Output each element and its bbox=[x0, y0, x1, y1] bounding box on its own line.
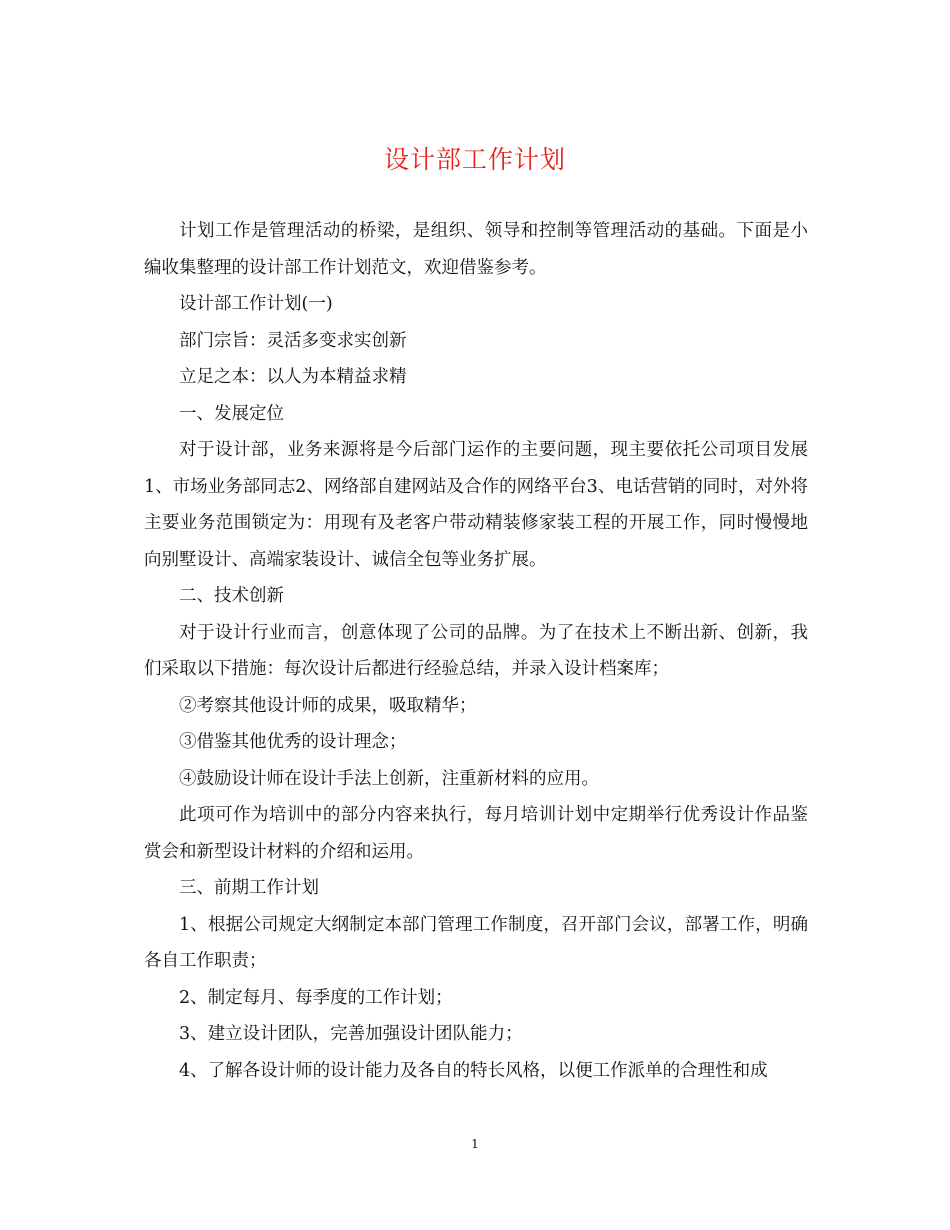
section-heading-early-plan: 三、前期工作计划 bbox=[179, 878, 319, 898]
department-foundation: 立足之本：以人为本精益求精 bbox=[179, 367, 407, 387]
department-purpose: 部门宗旨：灵活多变求实创新 bbox=[179, 330, 407, 351]
early-plan-item-4: 4、了解各设计师的设计能力及各自的特长风格，以便工作派单的合理性和成 bbox=[179, 1060, 768, 1081]
early-plan-item-3: 3、建立设计团队，完善加强设计团队能力； bbox=[179, 1024, 523, 1044]
document-body bbox=[144, 213, 808, 1089]
section-heading-positioning: 一、发展定位 bbox=[179, 403, 284, 424]
document-title: 设计部工作计划 bbox=[383, 145, 566, 174]
innovation-item-3: ③借鉴其他优秀的设计理念； bbox=[179, 732, 407, 752]
early-plan-item-1: 1、根据公司规定大纲制定本部门管理工作制度，召开部门会议，部署工作，明确各自工作职责； bbox=[144, 914, 808, 971]
plan-subtitle: 设计部工作计划(一) bbox=[179, 294, 333, 314]
innovation-item-2: ②考察其他设计师的成果，吸取精华； bbox=[179, 695, 477, 716]
innovation-paragraph: 对于设计行业而言，创意体现了公司的品牌。为了在技术上不断出新、创新，我们采取以下措施：每次设计后都进行经验总结，并录入设计档案库； bbox=[144, 622, 808, 679]
early-plan-item-2: 2、制定每月、每季度的工作计划； bbox=[179, 987, 453, 1008]
positioning-paragraph: 对于设计部，业务来源将是今后部门运作的主要问题，现主要依托公司项目发展1、市场业务部同志2、网络部自建网站及合作的网络平台3、电话营销的同时，对外将主要业务范围锁定为：用现有及老客户带动精装修家装工程的开展工作，同时慢慢地向别墅设计、高端家装设计、诚信全包等业务扩展。 bbox=[144, 440, 808, 570]
page-number: 1 bbox=[471, 1137, 479, 1151]
section-heading-innovation: 二、技术创新 bbox=[179, 586, 284, 606]
training-paragraph: 此项可作为培训中的部分内容来执行，每月培训计划中定期举行优秀设计作品鉴赏会和新型设计材料的介绍和运用。 bbox=[144, 805, 808, 862]
innovation-item-4: ④鼓励设计师在设计手法上创新，注重新材料的应用。 bbox=[179, 768, 599, 789]
intro-paragraph: 计划工作是管理活动的桥梁，是组织、领导和控制等管理活动的基础。下面是小编收集整理的设计部工作计划范文，欢迎借鉴参考。 bbox=[144, 221, 808, 278]
